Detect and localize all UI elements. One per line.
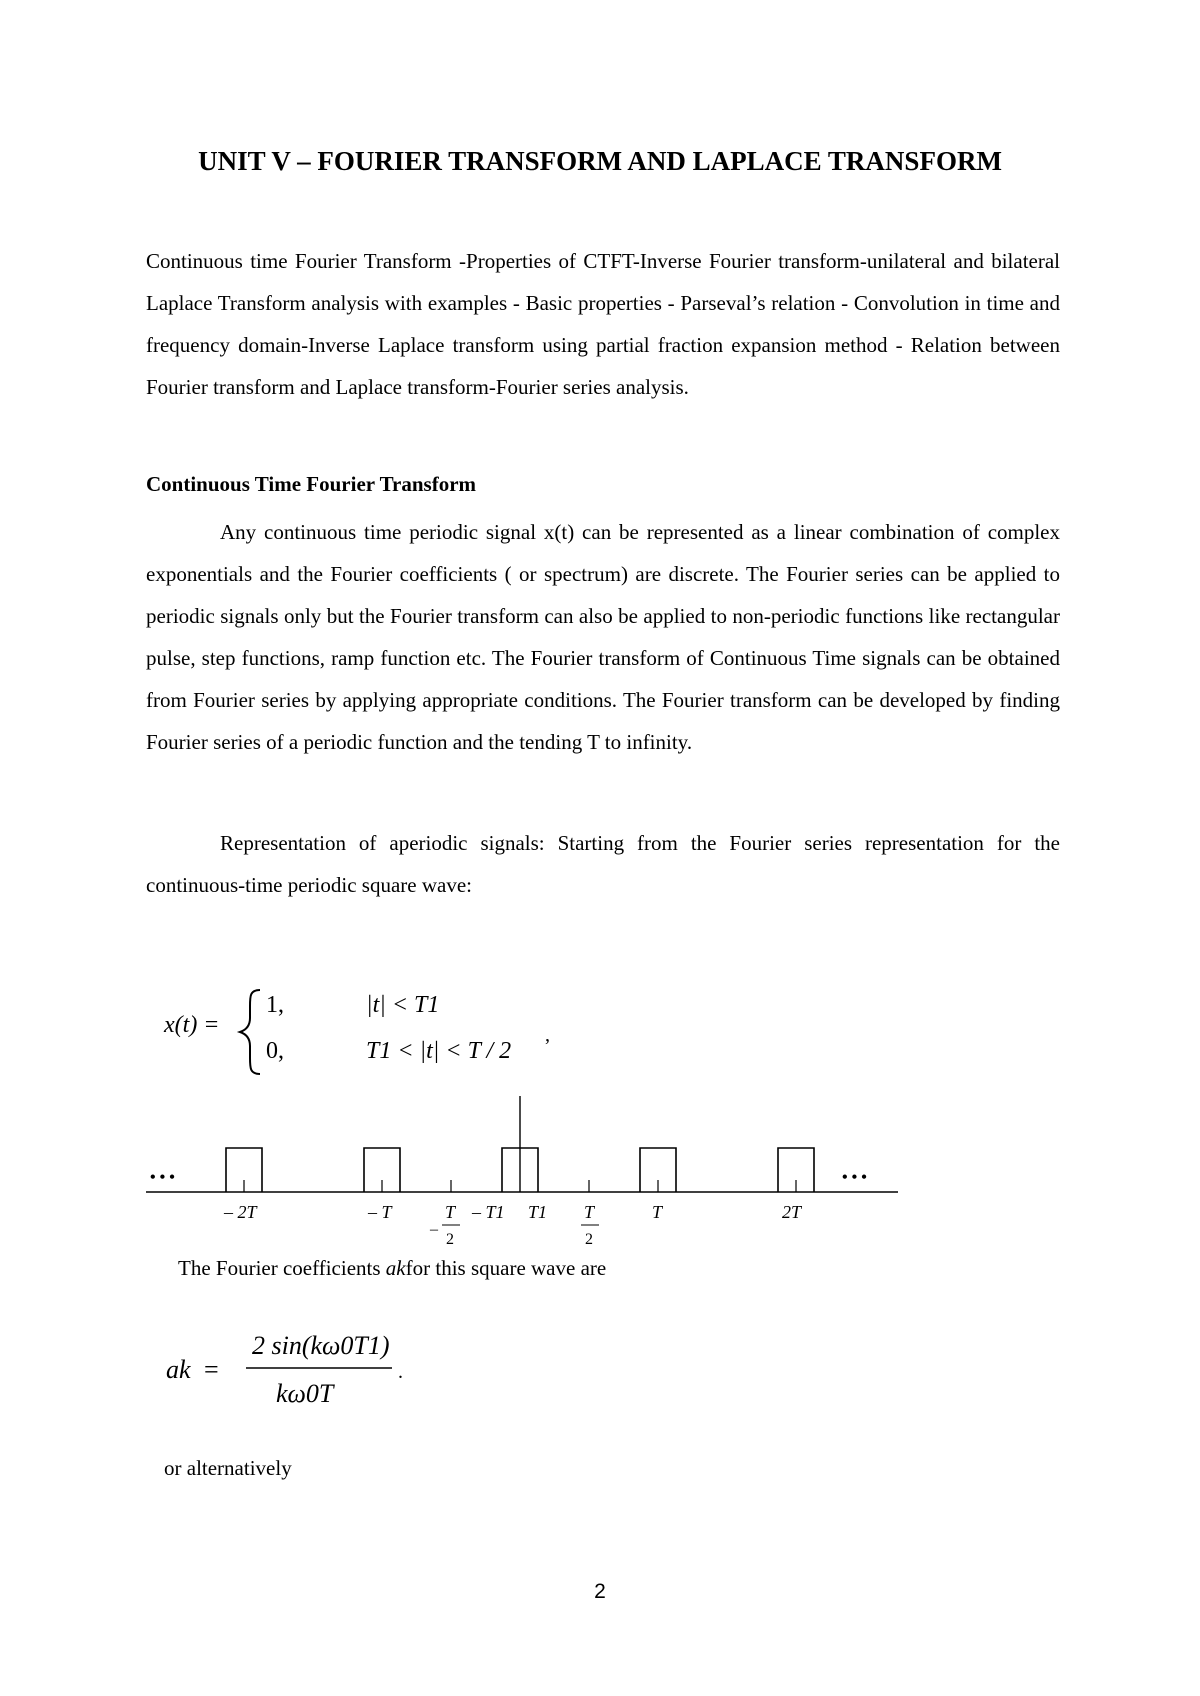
intro-paragraph: Any continuous time periodic signal x(t) can be represented as a linear combination of complex exponentials and the Fourier coefficients ( or spectrum) are discrete. The Fourier series can be applied to periodic signals only but the Fourier transform can also be applied to non-periodic functions like rectangular pulse, step functions, ramp function etc. The Fourier transform of Continuous Time signals can be obtained from Fourier series by applying appropriate conditions. The Fourier transform can be developed by finding Fourier series of a periodic function and the tending T to infinity. <box>146 520 1060 754</box>
tick-label-half-den: 2 <box>585 1231 593 1248</box>
tick-label-minus-2T: – 2T <box>224 1202 257 1222</box>
coefficient-sentence <box>178 1256 606 1281</box>
formula-trailing: . <box>398 1361 403 1383</box>
curly-brace <box>240 990 260 1074</box>
coeff-text-before: The Fourier coefficients <box>178 1256 386 1280</box>
syllabus-paragraph: Continuous time Fourier Transform -Properties of CTFT-Inverse Fourier transform-unilateral and bilateral Laplace Transform analysis with examples - Basic properties - Parseval’s relation - Convolution in time and frequency domain-Inverse Laplace transform using partial fraction expansion method - Relation between Fourier transform and Laplace transform-Fourier series analysis. <box>146 249 1060 399</box>
tick-label-2T: 2T <box>782 1202 802 1222</box>
case2-value: 0, <box>266 1038 284 1064</box>
formula-equals: = <box>204 1355 219 1384</box>
tick-label-minus-half-T: T <box>445 1202 456 1222</box>
formula-numerator: 2 sin(kω0T1) <box>252 1331 390 1360</box>
case1-value: 1, <box>266 992 284 1018</box>
piecewise-trailing: ’ <box>544 1035 551 1057</box>
waveform <box>146 1096 898 1248</box>
section-heading: Continuous Time Fourier Transform <box>146 472 477 496</box>
page-title: UNIT V – FOURIER TRANSFORM AND LAPLACE TRANSFORM <box>198 146 1002 176</box>
piecewise-equation <box>163 990 551 1074</box>
tick-label-minus-half-sign: – <box>430 1221 438 1238</box>
coeff-symbol: ak <box>385 1256 406 1280</box>
case2-condition: T1 < |t| < T / 2 <box>366 1038 512 1064</box>
tick-label-half-T: T <box>584 1202 595 1222</box>
left-ellipsis: • • • <box>150 1169 175 1186</box>
coeff-text-after: for this square wave are <box>405 1256 607 1280</box>
coefficient-formula <box>160 1320 460 1420</box>
tick-label-T1: T1 <box>528 1202 548 1222</box>
alternatively-text: or alternatively <box>164 1456 292 1480</box>
right-ellipsis: • • • <box>842 1169 867 1186</box>
formula-denominator: kω0T <box>276 1379 334 1408</box>
aperiodic-paragraph: Representation of aperiodic signals: Starting from the Fourier series representation for the continuous-time periodic square wave: <box>146 831 1060 897</box>
case1-condition: |t| < T1 <box>366 992 440 1018</box>
square-wave-figure <box>140 960 900 1260</box>
tick-label-T: T <box>652 1202 663 1222</box>
tick-label-minus-half-den: 2 <box>446 1231 454 1248</box>
formula-lhs: ak <box>166 1355 191 1384</box>
piecewise-lhs: x(t) = <box>164 1012 220 1038</box>
tick-label-minus-T1: – T1 <box>472 1202 505 1222</box>
tick-label-minus-T: – T <box>368 1202 392 1222</box>
page-number: 2 <box>594 1580 606 1603</box>
